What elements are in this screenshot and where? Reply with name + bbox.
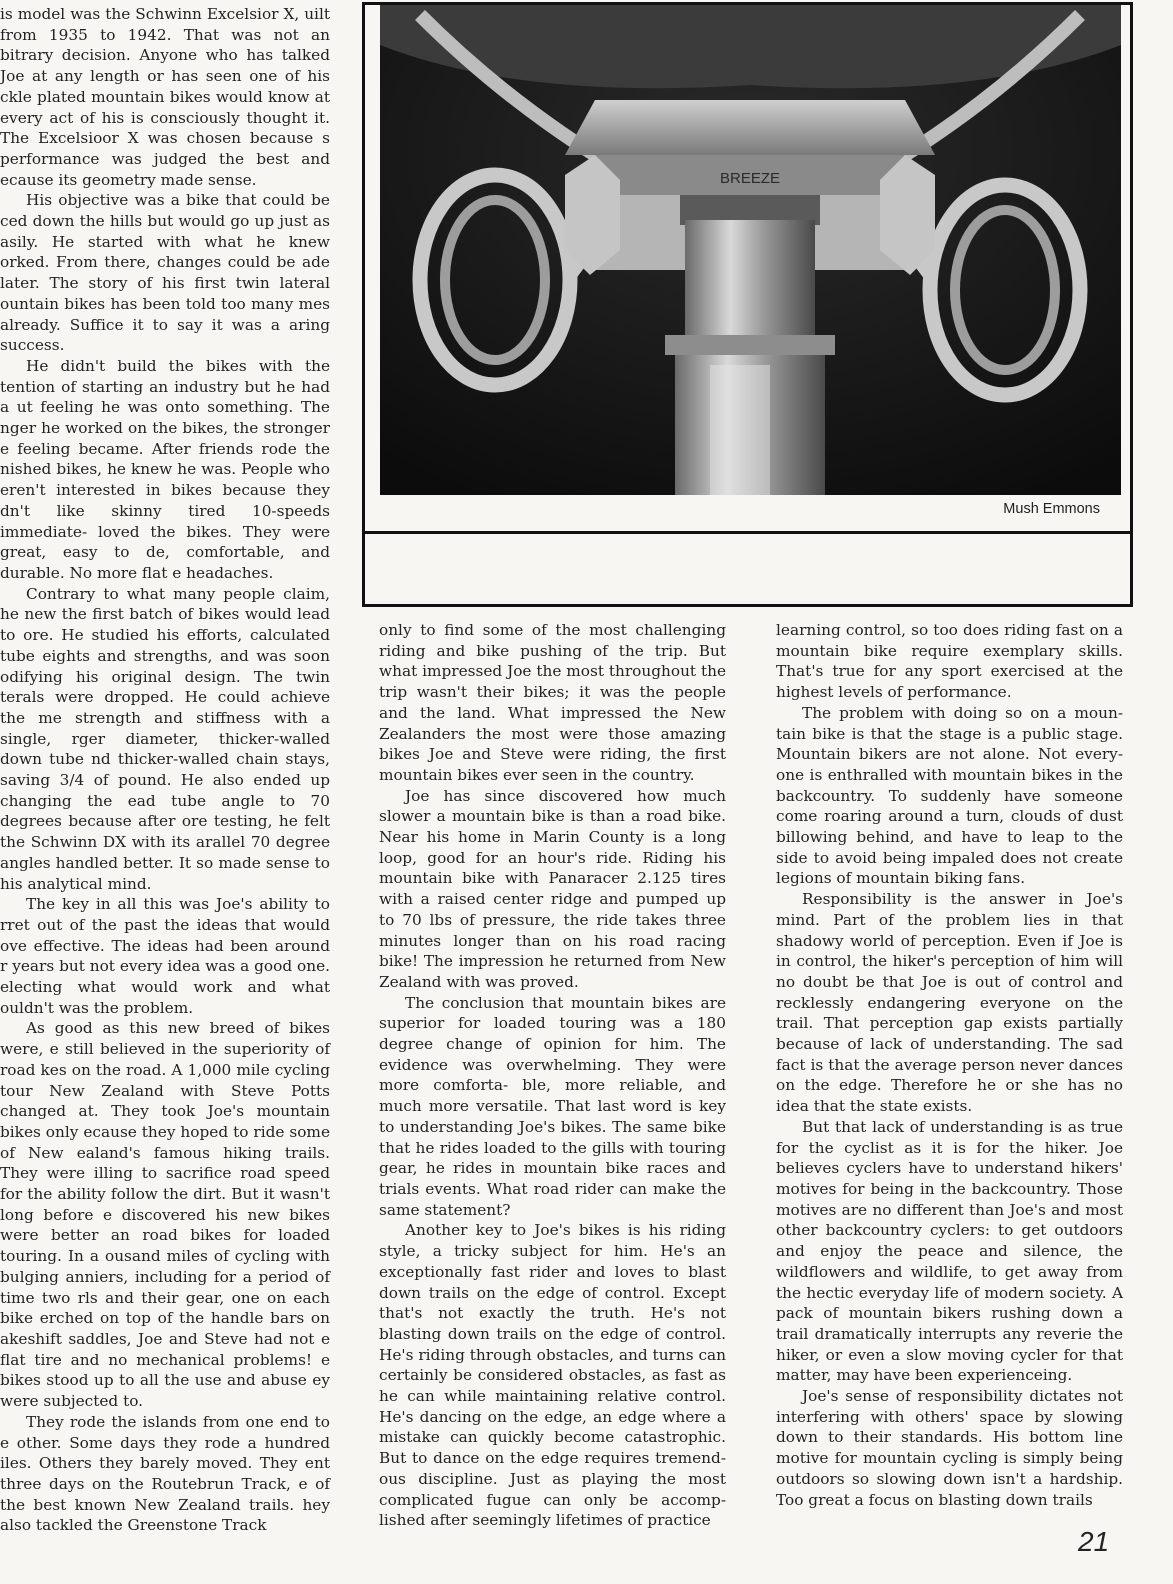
paragraph: But that lack of understanding is as true for the cyclist as it is for the hiker. Joe believes cyclers have to understand hikers' motives for being in the backcountry. Those motives are no different than Joe's and most other backcountry cyclers: to get outdoors and enjoy the peace and silence, the wildflowers and wildlife, to get away from the hectic everyday life of modern society. A pack of mountain bikers rushing down a trail dramatically interrupts any reverie the hiker, or even a slow moving cycler for that matter, may have been experienceing. bbox=[776, 1117, 1123, 1385]
paragraph: The problem with doing so on a moun- tain bike is that the stage is a public stage. Mountain bikers are not alone. Not every- one is enthralled with mountain bikes in the backcountry. To suddenly have someone come roaring around a turn, clouds of dust billowing behind, and have to leap to the side to avoid being impaled does not create legions of mountain biking fans. bbox=[776, 703, 1123, 888]
photo-frame bbox=[362, 2, 1133, 607]
seat-clamp-photo bbox=[380, 5, 1121, 495]
page-number: 21 bbox=[1078, 1526, 1110, 1557]
paragraph: is model was the Schwinn Excelsior X, uilt from 1935 to 1942. That was not an bitrary decision. Anyone who has talked Joe at any length or has seen one of his ckle plated mountain bikes would know at every act of his is consciously thought it. The Excelsioor X was chosen because s performance was judged the best and ecause its geometry made sense. bbox=[0, 5, 330, 189]
paragraph: Another key to Joe's bikes is his riding style, a tricky subject for him. He's an exceptionally fast rider and loves to blast down trails on the edge of control. Except that's not exactly the truth. He's not blasting down trails on the edge of control. He's riding through obstacles, and turns can certainly be considered obstacles, as fast as he can while maintaining relative control. He's dancing on the edge, an edge where a mistake can quickly become catastrophic. But to dance on the edge requires tremend- ous discipline. Just as playing the most complicated fugue can only be accomp- lished after seemingly lifetimes of practice bbox=[379, 1221, 726, 1530]
paragraph: They rode the islands from one end to e other. Some days they rode a hundred iles. Others they barely moved. They ent three days on the Routebrun Track, e of the best known New Zealand trails. hey also tackled the Greenstone Track bbox=[0, 1412, 330, 1535]
paragraph: As good as this new breed of bikes were, e still believed in the superiority of road kes on the road. A 1,000 mile cycling tour New Zealand with Steve Potts changed at. They took Joe's mountain bikes only ecause they hoped to ride some of New ealand's famous hiking trails. They were illing to sacrifice road speed for the ability follow the dirt. But it wasn't long before e discovered his new bikes were better an road bikes for loaded touring. In a ousand miles of cycling with bulging anniers, including for a period of time two rls and their gear, one on each bike erched on top of the handle bars on akeshift saddles, Joe and Steve had not e flat tire and no mechanical problems! e bikes stood up to all the use and abuse ey were subjected to. bbox=[0, 1019, 330, 1411]
paragraph: The conclusion that mountain bikes are superior for loaded touring was a 180 degree change of opinion for him. The evidence was overwhelming. They were more comforta- ble, more reliable, and much more versatile. That last word is key to understanding Joe's bikes. The same bike that he rides loaded to the gills with touring gear, he rides in mountain bike races and trials events. What road rider can make the same statement? bbox=[379, 993, 726, 1219]
caption-divider bbox=[365, 531, 1130, 534]
paragraph: His objective was a bike that could be ced down the hills but would go up just as asily. He started with what he knew orked. From there, changes could be ade later. The story of his first twin lateral ountain bikes has been told too many mes already. Suffice it to say it was a aring success. bbox=[0, 191, 330, 355]
clamp-stamp: BREEZE bbox=[719, 170, 781, 187]
photo-illustration bbox=[380, 5, 1121, 495]
right-text-column bbox=[776, 620, 1123, 1510]
paragraph: Responsibility is the answer in Joe's mind. Part of the problem lies in that shadowy world of perception. Even if Joe is in control, the hiker's perception of him will no doubt be that Joe is out of control and recklessly endangering everyone on the trail. That perception gap exists partially because of lack of understanding. The sad fact is that the average person never dances on the edge. Therefore he or she has no idea that the state exists. bbox=[776, 890, 1123, 1116]
paragraph: He didn't build the bikes with the tention of starting an industry but he had a ut feeling he was onto something. The nger he worked on the bikes, the stronger e feeling became. After friends rode the nished bikes, he knew he was. People who eren't interested in bikes because they dn't like skinny tired 10-speeds immediate- loved the bikes. They were great, easy to de, comfortable, and durable. No more flat e headaches. bbox=[0, 356, 330, 582]
middle-text-column bbox=[379, 620, 726, 1530]
left-text-column bbox=[0, 4, 330, 1535]
paragraph: learning control, so too does riding fast on a mountain bike require exemplary skills. That's true for any sport exercised at the highest levels of performance. bbox=[776, 621, 1123, 702]
paragraph: Joe's sense of responsibility dictates not interfering with others' space by slowing down to their standards. His bottom line motive for mountain cycling is simply being outdoors so slowing down isn't a hardship. Too great a focus on blasting down trails bbox=[776, 1387, 1123, 1509]
photo-credit: Mush Emmons bbox=[1003, 501, 1100, 517]
paragraph: Contrary to what many people claim, he new the first batch of bikes would lead to ore. He studied his efforts, calculated tube eights and strengths, and was soon odifying his original design. The twin terals were dropped. He could achieve the me strength and stiffness with a single, rger diameter, thicker-walled down tube nd thicker-walled chain stays, saving 3/4 of pound. He also ended up changing the ead tube angle to 70 degrees because after ore testing, he felt the Schwinn DX with its arallel 70 degree angles handled better. It so made sense to his analytical mind. bbox=[0, 584, 330, 893]
paragraph: Joe has since discovered how much slower a mountain bike is than a road bike. Near his home in Marin County is a long loop, good for an hour's ride. Riding his mountain bike with Panaracer 2.125 tires with a raised center ridge and pumped up to 70 lbs of pressure, the ride takes three minutes longer than on his road racing bike! The impression he returned from New Zealand with was proved. bbox=[379, 786, 726, 991]
paragraph: The key in all this was Joe's ability to rret out of the past the ideas that would ove effective. The ideas had been around r years but not every idea was a good one. electing what would work and what ouldn't was the problem. bbox=[0, 895, 330, 1017]
paragraph: only to find some of the most challenging riding and bike pushing of the trip. But what impressed Joe the most throughout the trip wasn't their bikes; it was the people and the land. What impressed the New Zealanders the most were those amazing bikes Joe and Steve were riding, the first mountain bikes ever seen in the country. bbox=[379, 621, 726, 784]
